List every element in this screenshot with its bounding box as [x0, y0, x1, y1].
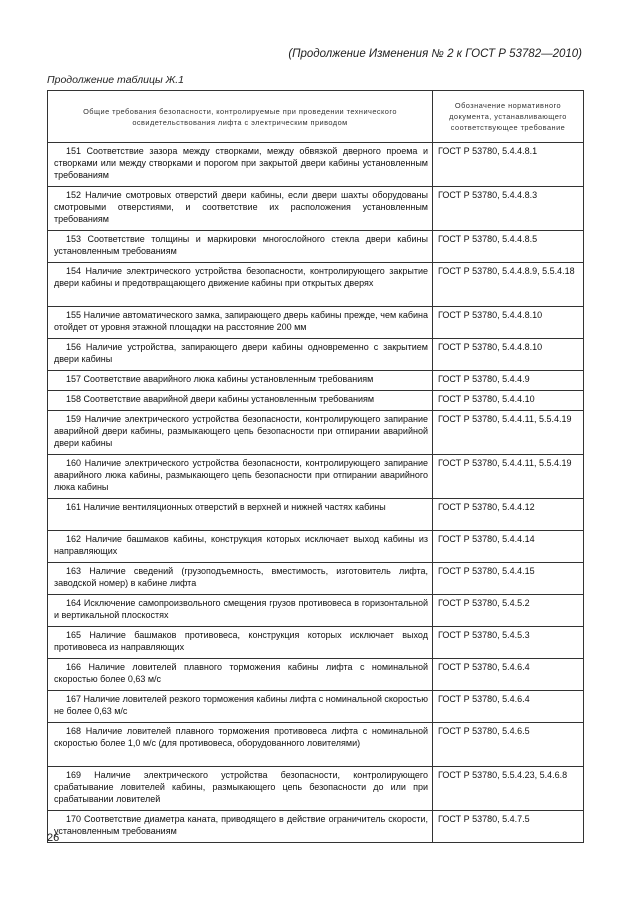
requirement-cell: 154 Наличие электрического устройства безопасности, контролирующего закрытие двери кабины и предотвращающего движение кабины при открытых дверях: [54, 266, 428, 288]
table-row: [48, 531, 584, 563]
table-row: [48, 307, 584, 339]
requirement-cell: 158 Соответствие аварийной двери кабины установленным требованиям: [66, 394, 375, 404]
standard-cell: ГОСТ Р 53780, 5.4.4.8.5: [433, 231, 584, 263]
requirement-cell: 159 Наличие электрического устройства безопасности, контролирующего запирание аварийной двери кабины, размыкающего цепь безопасности при отпирании аварийной двери кабины: [54, 414, 428, 448]
table-row: [48, 563, 584, 595]
table-row: [48, 767, 584, 811]
table-row: [48, 691, 584, 723]
table-row: [48, 411, 584, 455]
standard-cell: ГОСТ Р 53780, 5.4.6.5: [433, 723, 584, 767]
standard-cell: ГОСТ Р 53780, 5.4.4.9: [433, 371, 584, 391]
requirements-table: [47, 90, 584, 843]
requirement-cell: 152 Наличие смотровых отверстий двери кабины, если двери шахты оборудованы смотровыми отверстиями, и соответствие их расположения установленным требованиям: [54, 190, 428, 224]
table-row: [48, 499, 584, 531]
standard-cell: ГОСТ Р 53780, 5.4.4.8.10: [433, 307, 584, 339]
standard-cell: ГОСТ Р 53780, 5.4.4.10: [433, 391, 584, 411]
standard-cell: ГОСТ Р 53780, 5.4.4.11, 5.5.4.19: [433, 455, 584, 499]
requirement-cell: 161 Наличие вентиляционных отверстий в верхней и нижней частях кабины: [66, 502, 386, 512]
requirement-cell: 155 Наличие автоматического замка, запирающего дверь кабины прежде, чем кабина отойдет от уровня этажной площадки на расстояние 200 мм: [54, 310, 428, 332]
table-row: [48, 627, 584, 659]
table-row: [48, 455, 584, 499]
standard-cell: ГОСТ Р 53780, 5.4.4.8.9, 5.5.4.18: [433, 263, 584, 307]
table-row: [48, 723, 584, 767]
table-caption: Продолжение таблицы Ж.1: [47, 74, 184, 86]
standard-cell: ГОСТ Р 53780, 5.4.4.8.10: [433, 339, 584, 371]
table-row: [48, 339, 584, 371]
table-row: [48, 391, 584, 411]
requirement-cell: 157 Соответствие аварийного люка кабины установленным требованиям: [66, 374, 374, 384]
table-row: [48, 659, 584, 691]
requirement-cell: 166 Наличие ловителей плавного торможения кабины лифта с номинальной скоростью более 0,63 м/с: [54, 662, 428, 684]
standard-cell: ГОСТ Р 53780, 5.4.5.3: [433, 627, 584, 659]
requirement-cell: 160 Наличие электрического устройства безопасности, контролирующего запирание аварийного люка кабины, размыкающего цепь безопасности при отпирании аварийного люка кабины: [54, 458, 428, 492]
standard-cell: ГОСТ Р 53780, 5.4.5.2: [433, 595, 584, 627]
requirement-cell: 170 Соответствие диаметра каната, приводящего в действие ограничитель скорости, установленным требованиям: [54, 814, 428, 836]
table-row: [48, 811, 584, 843]
table-row: [48, 187, 584, 231]
table-row: [48, 263, 584, 307]
table-row: [48, 143, 584, 187]
header-standard: Обозначение нормативного документа, устанавливающего соответствующее требование: [433, 91, 584, 143]
standard-cell: ГОСТ Р 53780, 5.4.6.4: [433, 691, 584, 723]
page-number: 26: [47, 832, 60, 844]
table-row: [48, 231, 584, 263]
table-header-row: [48, 91, 584, 143]
requirement-cell: 164 Исключение самопроизвольного смещения грузов противовеса в горизонтальной и вертикальной плоскостях: [54, 598, 428, 620]
standard-cell: ГОСТ Р 53780, 5.4.4.11, 5.5.4.19: [433, 411, 584, 455]
standard-cell: ГОСТ Р 53780, 5.4.7.5: [433, 811, 584, 843]
requirement-cell: 163 Наличие сведений (грузоподъемность, вместимость, изготовитель лифта, заводской номер) в кабине лифта: [54, 566, 428, 588]
requirement-cell: 151 Соответствие зазора между створками, между обвязкой дверного проема и створками или между створками и порогом при закрытой двери кабины установленным требованиям: [54, 146, 428, 180]
requirement-cell: 153 Соответствие толщины и маркировки многослойного стекла двери кабины установленным требованиям: [54, 234, 428, 256]
standard-cell: ГОСТ Р 53780, 5.4.4.8.1: [433, 143, 584, 187]
requirement-cell: 169 Наличие электрического устройства безопасности, контролирующего срабатывание ловителей кабины, размыкающего цепь безопасности до или при срабатывании ловителей: [54, 770, 428, 804]
standard-cell: ГОСТ Р 53780, 5.4.4.15: [433, 563, 584, 595]
standard-cell: ГОСТ Р 53780, 5.4.6.4: [433, 659, 584, 691]
header-requirements: Общие требования безопасности, контролируемые при проведении технического освидетельствования лифта с электрическим приводом: [48, 91, 433, 143]
standard-cell: ГОСТ Р 53780, 5.4.4.12: [433, 499, 584, 531]
requirement-cell: 168 Наличие ловителей плавного торможения противовеса лифта с номинальной скоростью более 1,0 м/с (для противовеса, оборудованного ловителями): [54, 726, 428, 748]
table-row: [48, 371, 584, 391]
standard-cell: ГОСТ Р 53780, 5.5.4.23, 5.4.6.8: [433, 767, 584, 811]
standard-cell: ГОСТ Р 53780, 5.4.4.8.3: [433, 187, 584, 231]
standard-cell: ГОСТ Р 53780, 5.4.4.14: [433, 531, 584, 563]
requirement-cell: 156 Наличие устройства, запирающего двери кабины одновременно с закрытием двери кабины: [54, 342, 428, 364]
table-row: [48, 595, 584, 627]
requirement-cell: 165 Наличие башмаков противовеса, конструкция которых исключает выход противовеса из направляющих: [54, 630, 428, 652]
requirement-cell: 167 Наличие ловителей резкого торможения кабины лифта с номинальной скоростью не более 0,63 м/с: [54, 694, 428, 716]
requirement-cell: 162 Наличие башмаков кабины, конструкция которых исключает выход кабины из направляющих: [54, 534, 428, 556]
running-head: (Продолжение Изменения № 2 к ГОСТ Р 53782—2010): [288, 48, 582, 60]
